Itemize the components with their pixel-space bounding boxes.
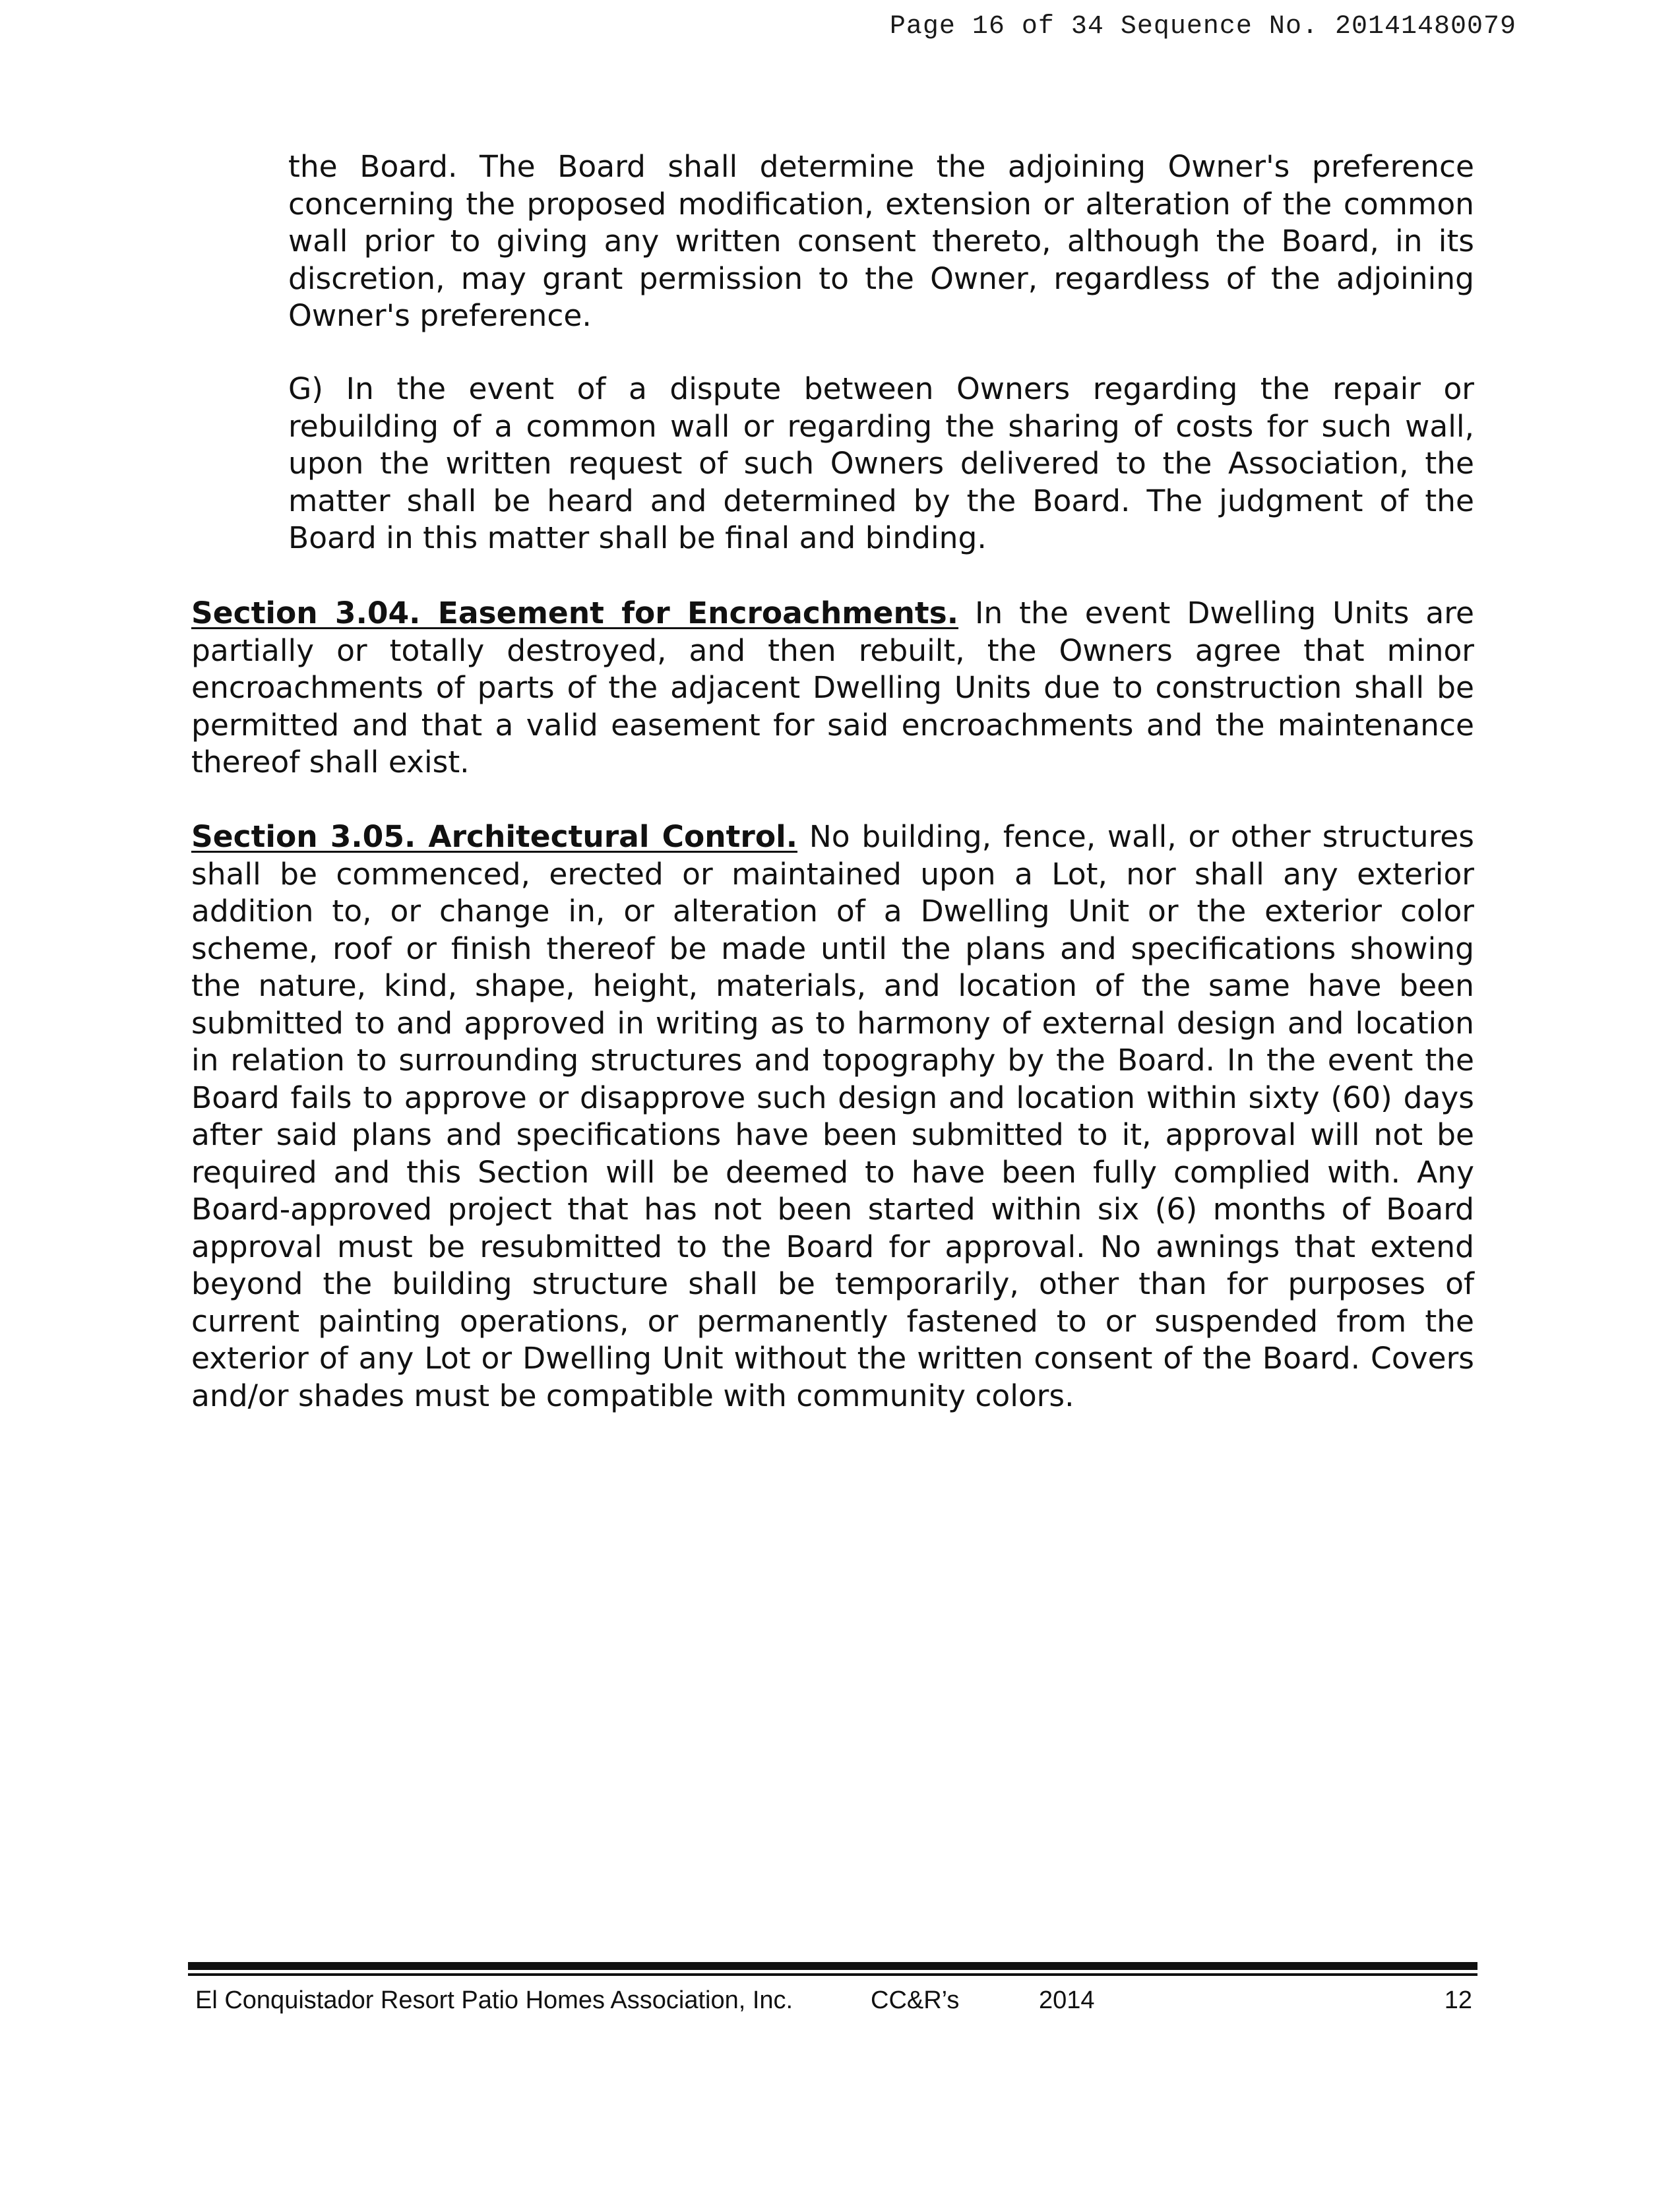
footer-page-number: 12 <box>1444 1986 1472 2014</box>
page-sequence-header: Page 16 of 34 Sequence No. 20141480079 <box>889 12 1516 42</box>
section-3-04 <box>191 595 1474 782</box>
section-3-05-heading: Section 3.05. Architectural Control. <box>191 819 797 854</box>
footer-year: 2014 <box>1039 1986 1095 2014</box>
footer-rule-thin <box>188 1973 1477 1976</box>
footer-document-name: CC&R’s <box>871 1986 960 2014</box>
section-3-04-heading: Section 3.04. Easement for Encroachments. <box>191 596 959 630</box>
section-3-05 <box>191 818 1474 1415</box>
paragraph-continuation: the Board. The Board shall determine the adjoining Owner's preference concerning the proposed modification, extension or alteration of the common wall prior to giving any written consent thereto, although the Board, in its discretion, may grant permission to the Owner, regardless of the adjoining Owner's preference. <box>288 149 1474 333</box>
section-3-05-text: No building, fence, wall, or other structures shall be commenced, erected or maintained upon a Lot, nor shall any exterior addition to, or change in, or alteration of a Dwelling Unit or the exterior color scheme, roof or finish thereof be made until the plans and specifications showing the nature, kind, shape, height, materials, and location of the same have been submitted to and approved in writing as to harmony of external design and location in relation to surrounding structures and topography by the Board. In the event the Board fails to approve or disapprove such design and location within sixty (60) days after said plans and specifications have been submitted to it, approval will not be required and this Section will be deemed to have been fully complied with. Any Board-approved project that has not been started within six (6) months of Board approval must be resubmitted to the Board for approval. No awnings that extend beyond the building structure shall be temporarily, other than for purposes of current painting operations, or permanently fastened to or suspended from the exterior of any Lot or Dwelling Unit without the written consent of the Board. Covers and/or shades must be compatible with community colors. <box>191 819 1474 1413</box>
section-3-04-text: In the event Dwelling Units are partially or totally destroyed, and then rebuilt, the Owners agree that minor encroachments of parts of the adjacent Dwelling Units due to construction shall be permitted and that a valid easement for said encroachments and the maintenance thereof shall exist. <box>191 596 1474 780</box>
footer-rule <box>188 1962 1477 1970</box>
paragraph-g: G) In the event of a dispute between Owners regarding the repair or rebuilding of a common wall or regarding the sharing of costs for such wall, upon the written request of such Owners delivered to the Association, the matter shall be heard and determined by the Board. The judgment of the Board in this matter shall be final and binding. <box>288 371 1474 555</box>
footer-organization: El Conquistador Resort Patio Homes Association, Inc. <box>195 1986 793 2014</box>
